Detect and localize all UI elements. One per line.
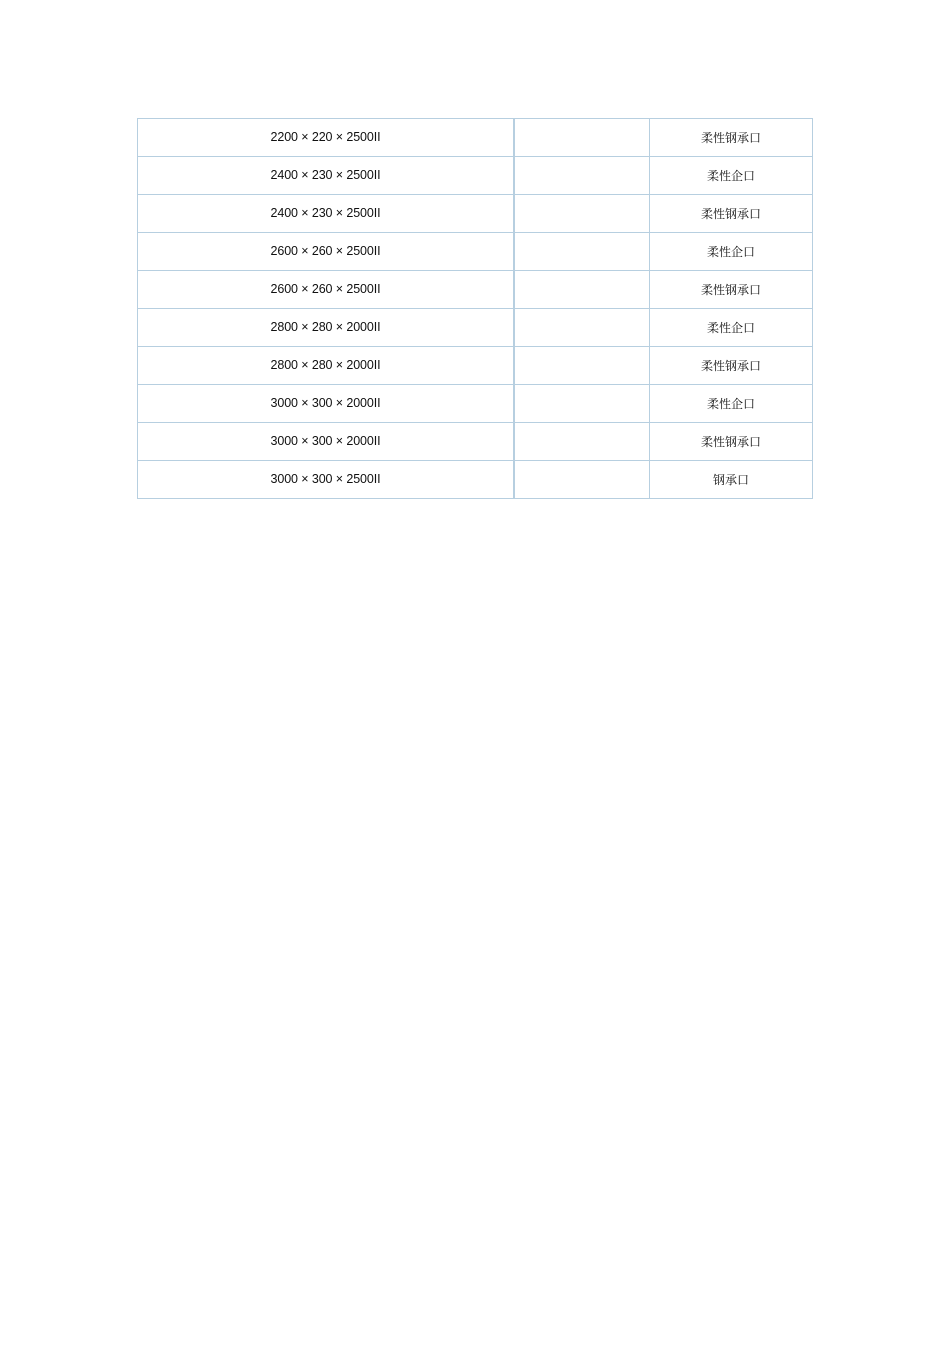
spec-text: 2400 × 230 × 2500II [270,168,381,183]
blank-cell [514,119,650,157]
spec-text: 2800 × 280 × 2000II [270,358,381,373]
spec-cell [138,271,515,309]
spec-text: 2400 × 230 × 2500II [270,206,381,221]
spec-cell [138,195,515,233]
blank-cell [514,157,650,195]
spec-cell [138,119,515,157]
joint-type-cell: 柔性企口 [650,309,813,347]
joint-type-cell: 柔性钢承口 [650,423,813,461]
spec-text: 3000 × 300 × 2000II [270,396,381,411]
joint-type-cell: 柔性企口 [650,233,813,271]
table-row [138,347,813,385]
joint-type-cell: 钢承口 [650,461,813,499]
spec-cell [138,461,515,499]
joint-type-cell: 柔性钢承口 [650,347,813,385]
table-row [138,461,813,499]
table-row [138,271,813,309]
spec-cell [138,157,515,195]
blank-cell [514,385,650,423]
joint-type-cell: 柔性企口 [650,157,813,195]
blank-cell [514,309,650,347]
blank-cell [514,423,650,461]
spec-text: 3000 × 300 × 2500II [270,472,381,487]
spec-cell [138,347,515,385]
blank-cell [514,347,650,385]
table-row [138,309,813,347]
table-row [138,195,813,233]
table-row [138,423,813,461]
joint-type-cell: 柔性企口 [650,385,813,423]
spec-text: 2600 × 260 × 2500II [270,244,381,259]
table-row [138,385,813,423]
spec-cell [138,423,515,461]
blank-cell [514,233,650,271]
spec-cell [138,309,515,347]
table-row [138,233,813,271]
spec-cell [138,385,515,423]
spec-text: 3000 × 300 × 2000II [270,434,381,449]
joint-type-cell: 柔性钢承口 [650,271,813,309]
blank-cell [514,461,650,499]
spec-cell [138,233,515,271]
blank-cell [514,271,650,309]
blank-cell [514,195,650,233]
joint-type-cell: 柔性钢承口 [650,195,813,233]
joint-type-cell: 柔性钢承口 [650,119,813,157]
table-row [138,119,813,157]
table-row [138,157,813,195]
spec-text: 2200 × 220 × 2500II [270,130,381,145]
spec-text: 2800 × 280 × 2000II [270,320,381,335]
pipe-spec-table [137,118,813,499]
spec-text: 2600 × 260 × 2500II [270,282,381,297]
